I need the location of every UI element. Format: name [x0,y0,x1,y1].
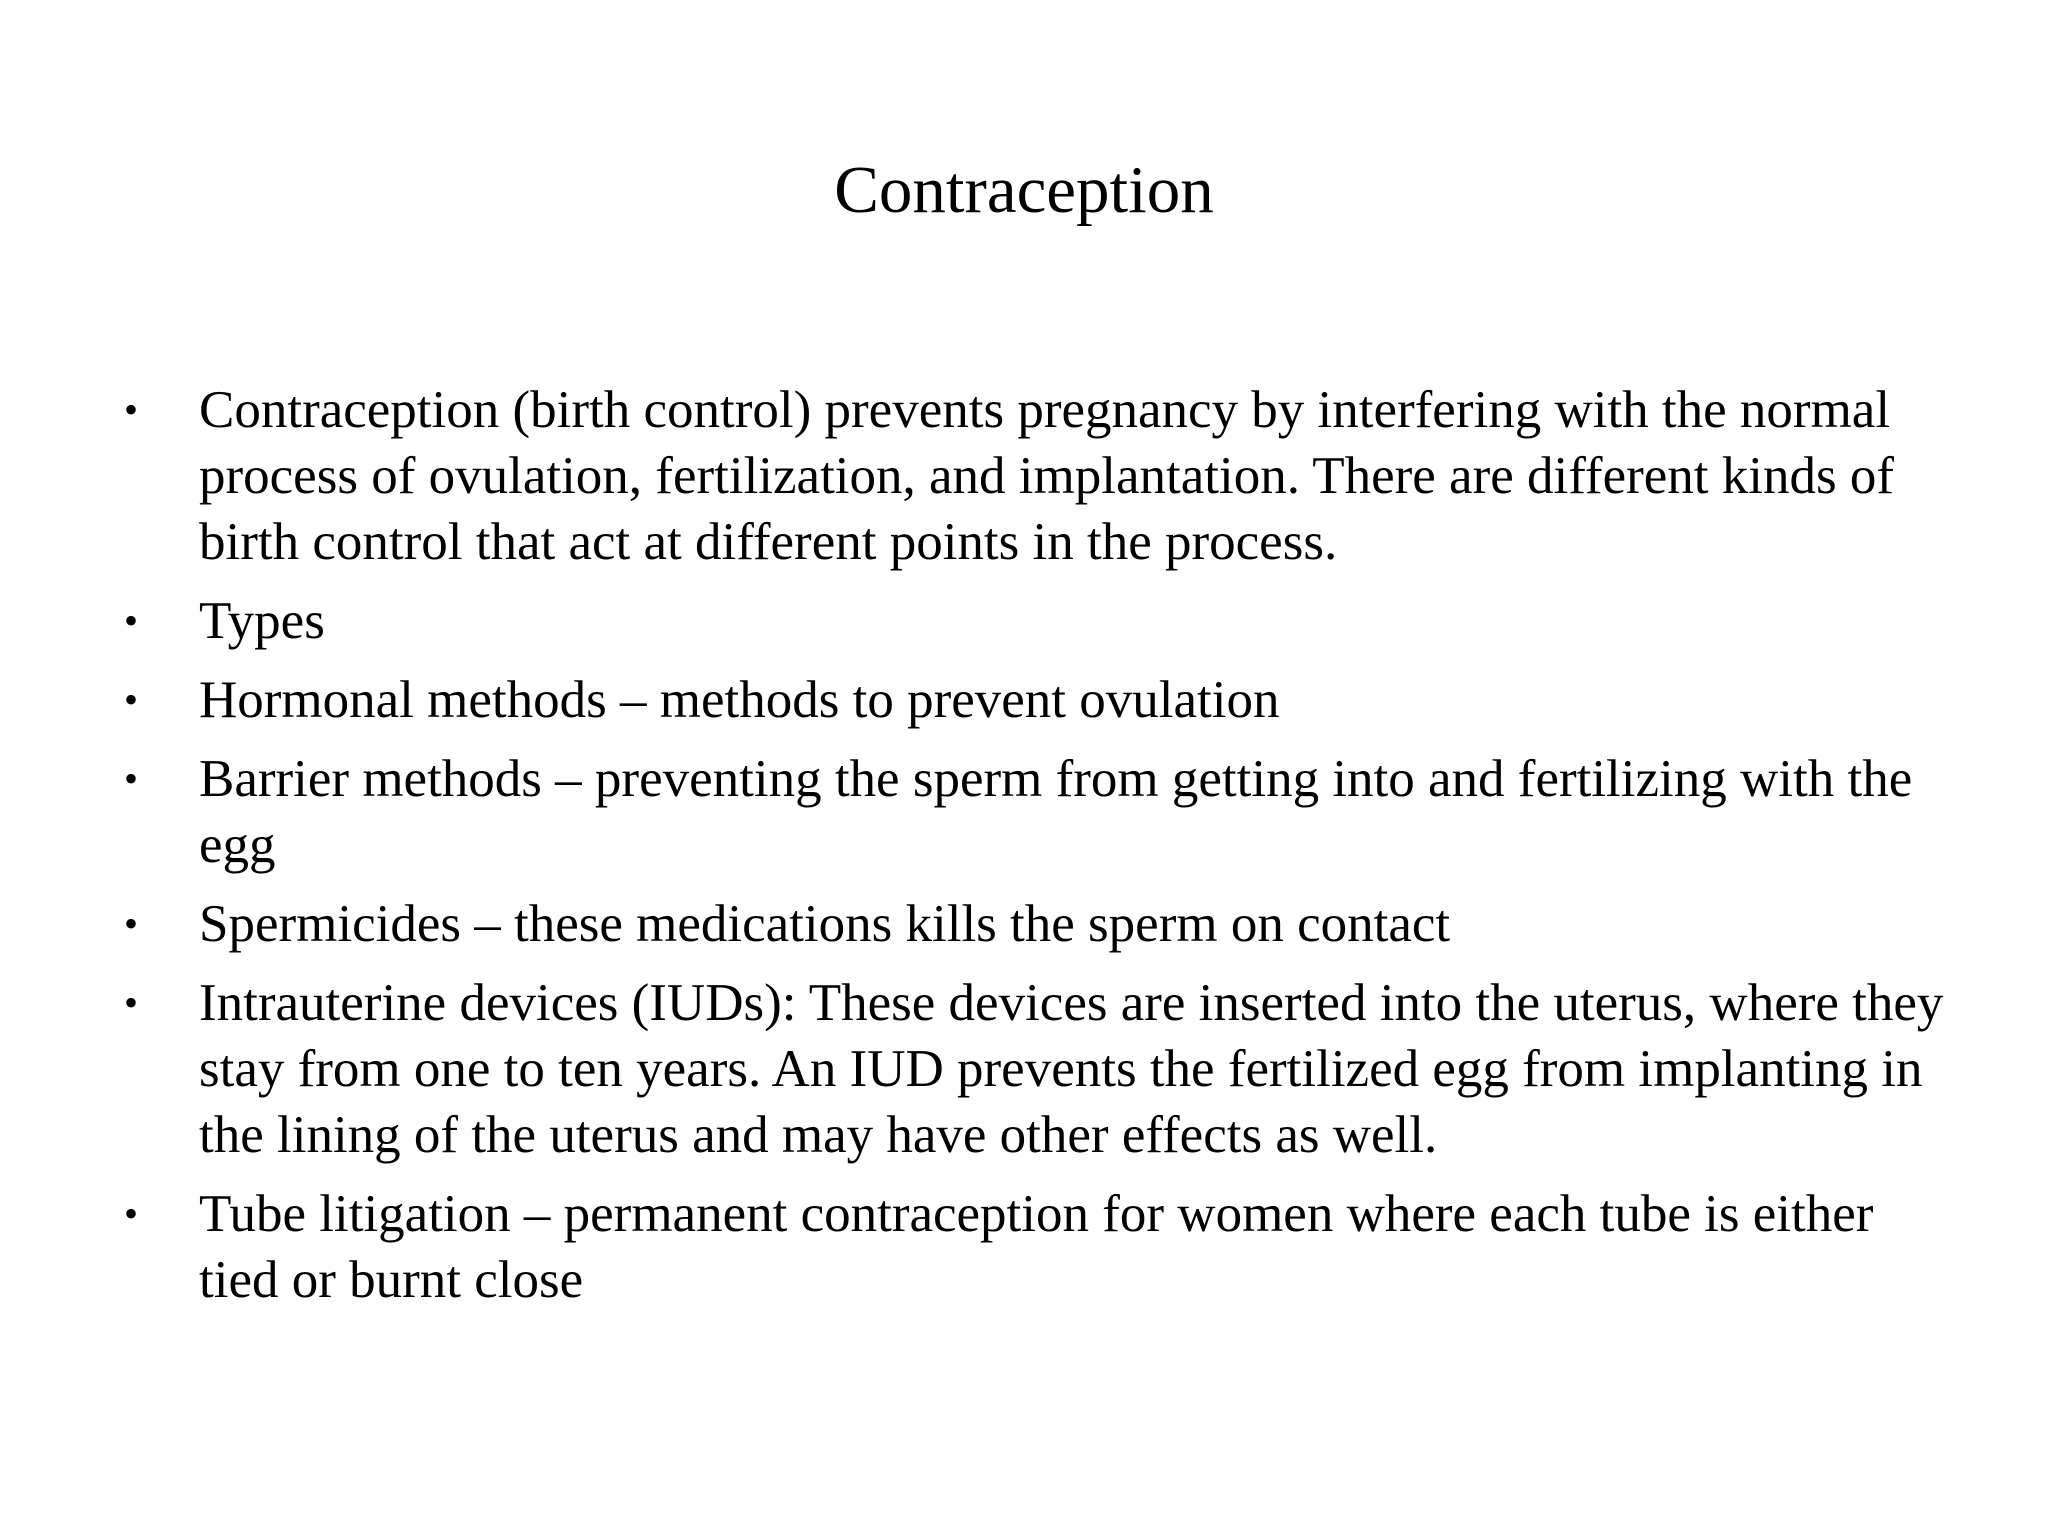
bullet-text: Contraception (birth control) prevents pregnancy by interfering with the normal process of ovulation, fertilization, and implantation. There are different kinds of birth control that act at different points in the process. [199,381,1894,571]
bullet-icon: • [124,387,139,432]
bullet-icon: • [124,1191,139,1236]
bullet-text: Spermicides – these medications kills the sperm on contact [199,895,1451,953]
bullet-item-definition [0,377,1949,575]
bullet-list [0,377,2048,1326]
bullet-item-tube-litigation [0,1181,1949,1313]
slide-title: Contraception [834,153,1214,227]
bullet-text: Barrier methods – preventing the sperm from getting into and fertilizing with the egg [199,750,1913,874]
bullet-icon: • [124,980,139,1025]
bullet-text: Types [199,592,325,650]
bullet-item-barrier [0,746,1949,878]
bullet-icon: • [124,598,139,643]
bullet-text: Hormonal methods – methods to prevent ovulation [199,671,1280,729]
bullet-icon: • [124,756,139,801]
bullet-item-iud [0,970,1949,1168]
bullet-text: Tube litigation – permanent contraception for women where each tube is either tied or burnt close [199,1185,1874,1309]
bullet-item-types [0,588,1949,654]
bullet-icon: • [124,677,139,722]
bullet-item-hormonal [0,667,1949,733]
bullet-icon: • [124,901,139,946]
bullet-item-spermicides [0,891,1949,957]
bullet-text: Intrauterine devices (IUDs): These devices are inserted into the uterus, where they stay from one to ten years. An IUD prevents the fertilized egg from implanting in the lining of the uterus and may have other effects as well. [199,974,1944,1164]
